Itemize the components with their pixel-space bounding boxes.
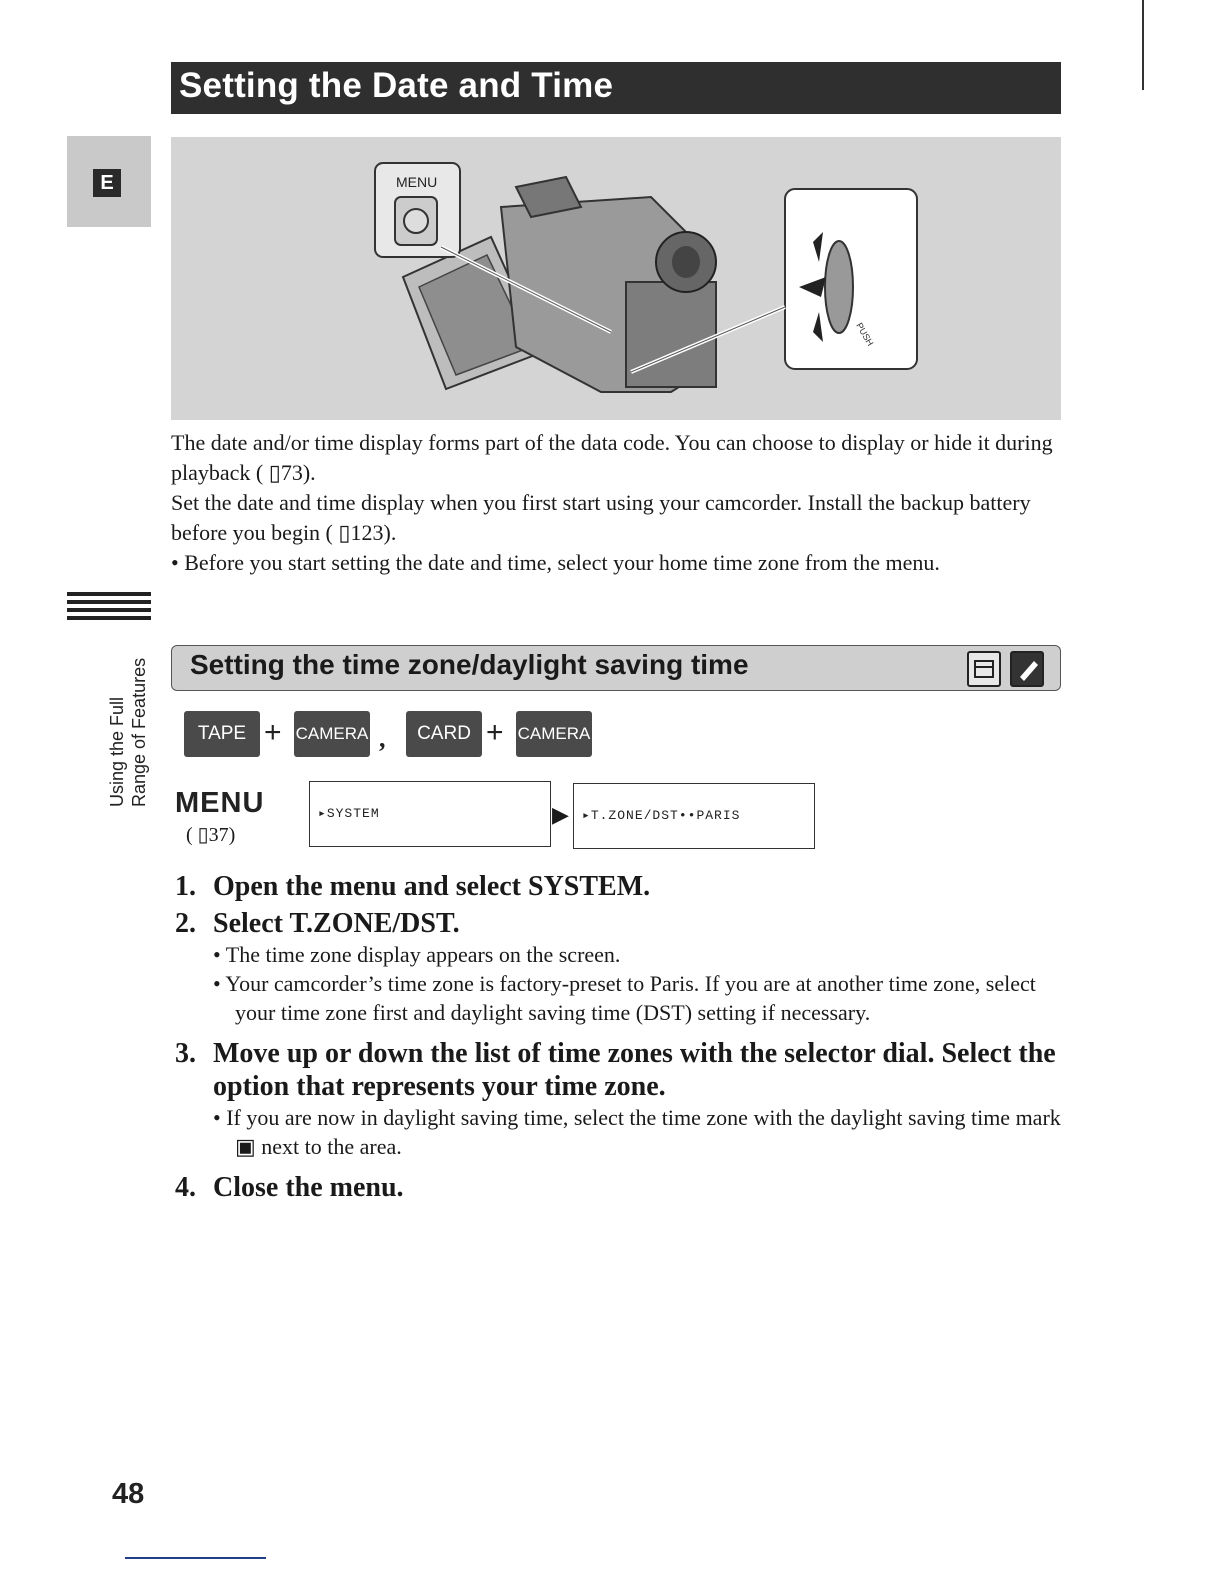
side-section-line1: Using the Full bbox=[107, 696, 127, 807]
plus-sign-2: + bbox=[486, 716, 504, 749]
intro-paragraph-1: The date and/or time display forms part of the data code. You can choose to display or hide it during playback ( ▯73). bbox=[171, 430, 1053, 485]
title-bar bbox=[171, 62, 1061, 114]
side-section-line2: Range of Features bbox=[129, 657, 149, 807]
intro-text bbox=[171, 428, 1061, 578]
menu-screen-tzone bbox=[573, 783, 815, 849]
step-number: 2. bbox=[175, 908, 196, 939]
step-text: Move up or down the list of time zones with the selector dial. Select the option that represents your time zone. bbox=[213, 1038, 1056, 1102]
page-edge-line bbox=[1142, 0, 1144, 90]
dial-push-label: PUSH bbox=[854, 321, 876, 348]
steps-list bbox=[175, 870, 1065, 1204]
step-text: Select T.ZONE/DST. bbox=[213, 908, 460, 939]
menu-page-ref: ( ▯37) bbox=[186, 824, 236, 846]
step-number: 1. bbox=[175, 871, 196, 902]
step-3 bbox=[175, 1037, 1065, 1103]
step-3-notes bbox=[175, 1103, 1065, 1161]
next-arrow-icon: ▶ bbox=[552, 802, 569, 827]
mode-card: CARD bbox=[406, 711, 482, 757]
language-tab bbox=[67, 136, 151, 227]
intro-bullet: • Before you start setting the date and time, select your home time zone from the menu. bbox=[171, 550, 940, 575]
mode-tape: TAPE bbox=[184, 711, 260, 757]
menu-callout-label: MENU bbox=[396, 174, 438, 190]
intro-paragraph-2: Set the date and time display when you first start using your camcorder. Install the backup battery before you begin ( ▯123). bbox=[171, 490, 1031, 545]
menu-screen-system bbox=[309, 781, 551, 847]
subsection-header bbox=[171, 645, 1061, 691]
language-tab-label: E bbox=[93, 169, 121, 197]
step-number: 3. bbox=[175, 1038, 196, 1069]
step-note: • The time zone display appears on the screen. bbox=[213, 942, 621, 967]
pencil-icon bbox=[1010, 651, 1044, 687]
page-title: Setting the Date and Time bbox=[179, 66, 614, 105]
step-note: • Your camcorder’s time zone is factory-preset to Paris. If you are at another time zone, select your time zone first and daylight saving time (DST) setting if necessary. bbox=[213, 971, 1036, 1025]
plus-sign-1: + bbox=[264, 716, 282, 749]
step-text: Open the menu and select SYSTEM. bbox=[213, 871, 651, 902]
camcorder-drawing bbox=[171, 137, 1061, 420]
footer-line bbox=[125, 1557, 266, 1559]
camcorder-illustration bbox=[171, 137, 1061, 420]
mode-camera-2: CAMERA bbox=[516, 711, 592, 757]
step-note: • If you are now in daylight saving time, select the time zone with the daylight saving time mark ▣ next to the area. bbox=[213, 1105, 1061, 1159]
step-1 bbox=[175, 870, 1065, 903]
menu-label: MENU bbox=[175, 787, 265, 819]
subsection-title: Setting the time zone/daylight saving time bbox=[190, 649, 749, 680]
side-marker-lines bbox=[67, 592, 151, 624]
menu-screen-system-text: ▸SYSTEM bbox=[318, 806, 380, 821]
step-number: 4. bbox=[175, 1172, 196, 1203]
comma-separator: , bbox=[379, 724, 386, 753]
menu-screen-tzone-text: ▸T.ZONE/DST••PARIS bbox=[582, 808, 741, 823]
step-4 bbox=[175, 1171, 1065, 1204]
tape-cassette-icon bbox=[967, 651, 1001, 687]
step-2-notes bbox=[175, 940, 1065, 1027]
page-number: 48 bbox=[112, 1478, 145, 1510]
mode-camera-1: CAMERA bbox=[294, 711, 370, 757]
side-section-label bbox=[98, 640, 158, 810]
step-2 bbox=[175, 907, 1065, 940]
step-text: Close the menu. bbox=[213, 1172, 404, 1203]
